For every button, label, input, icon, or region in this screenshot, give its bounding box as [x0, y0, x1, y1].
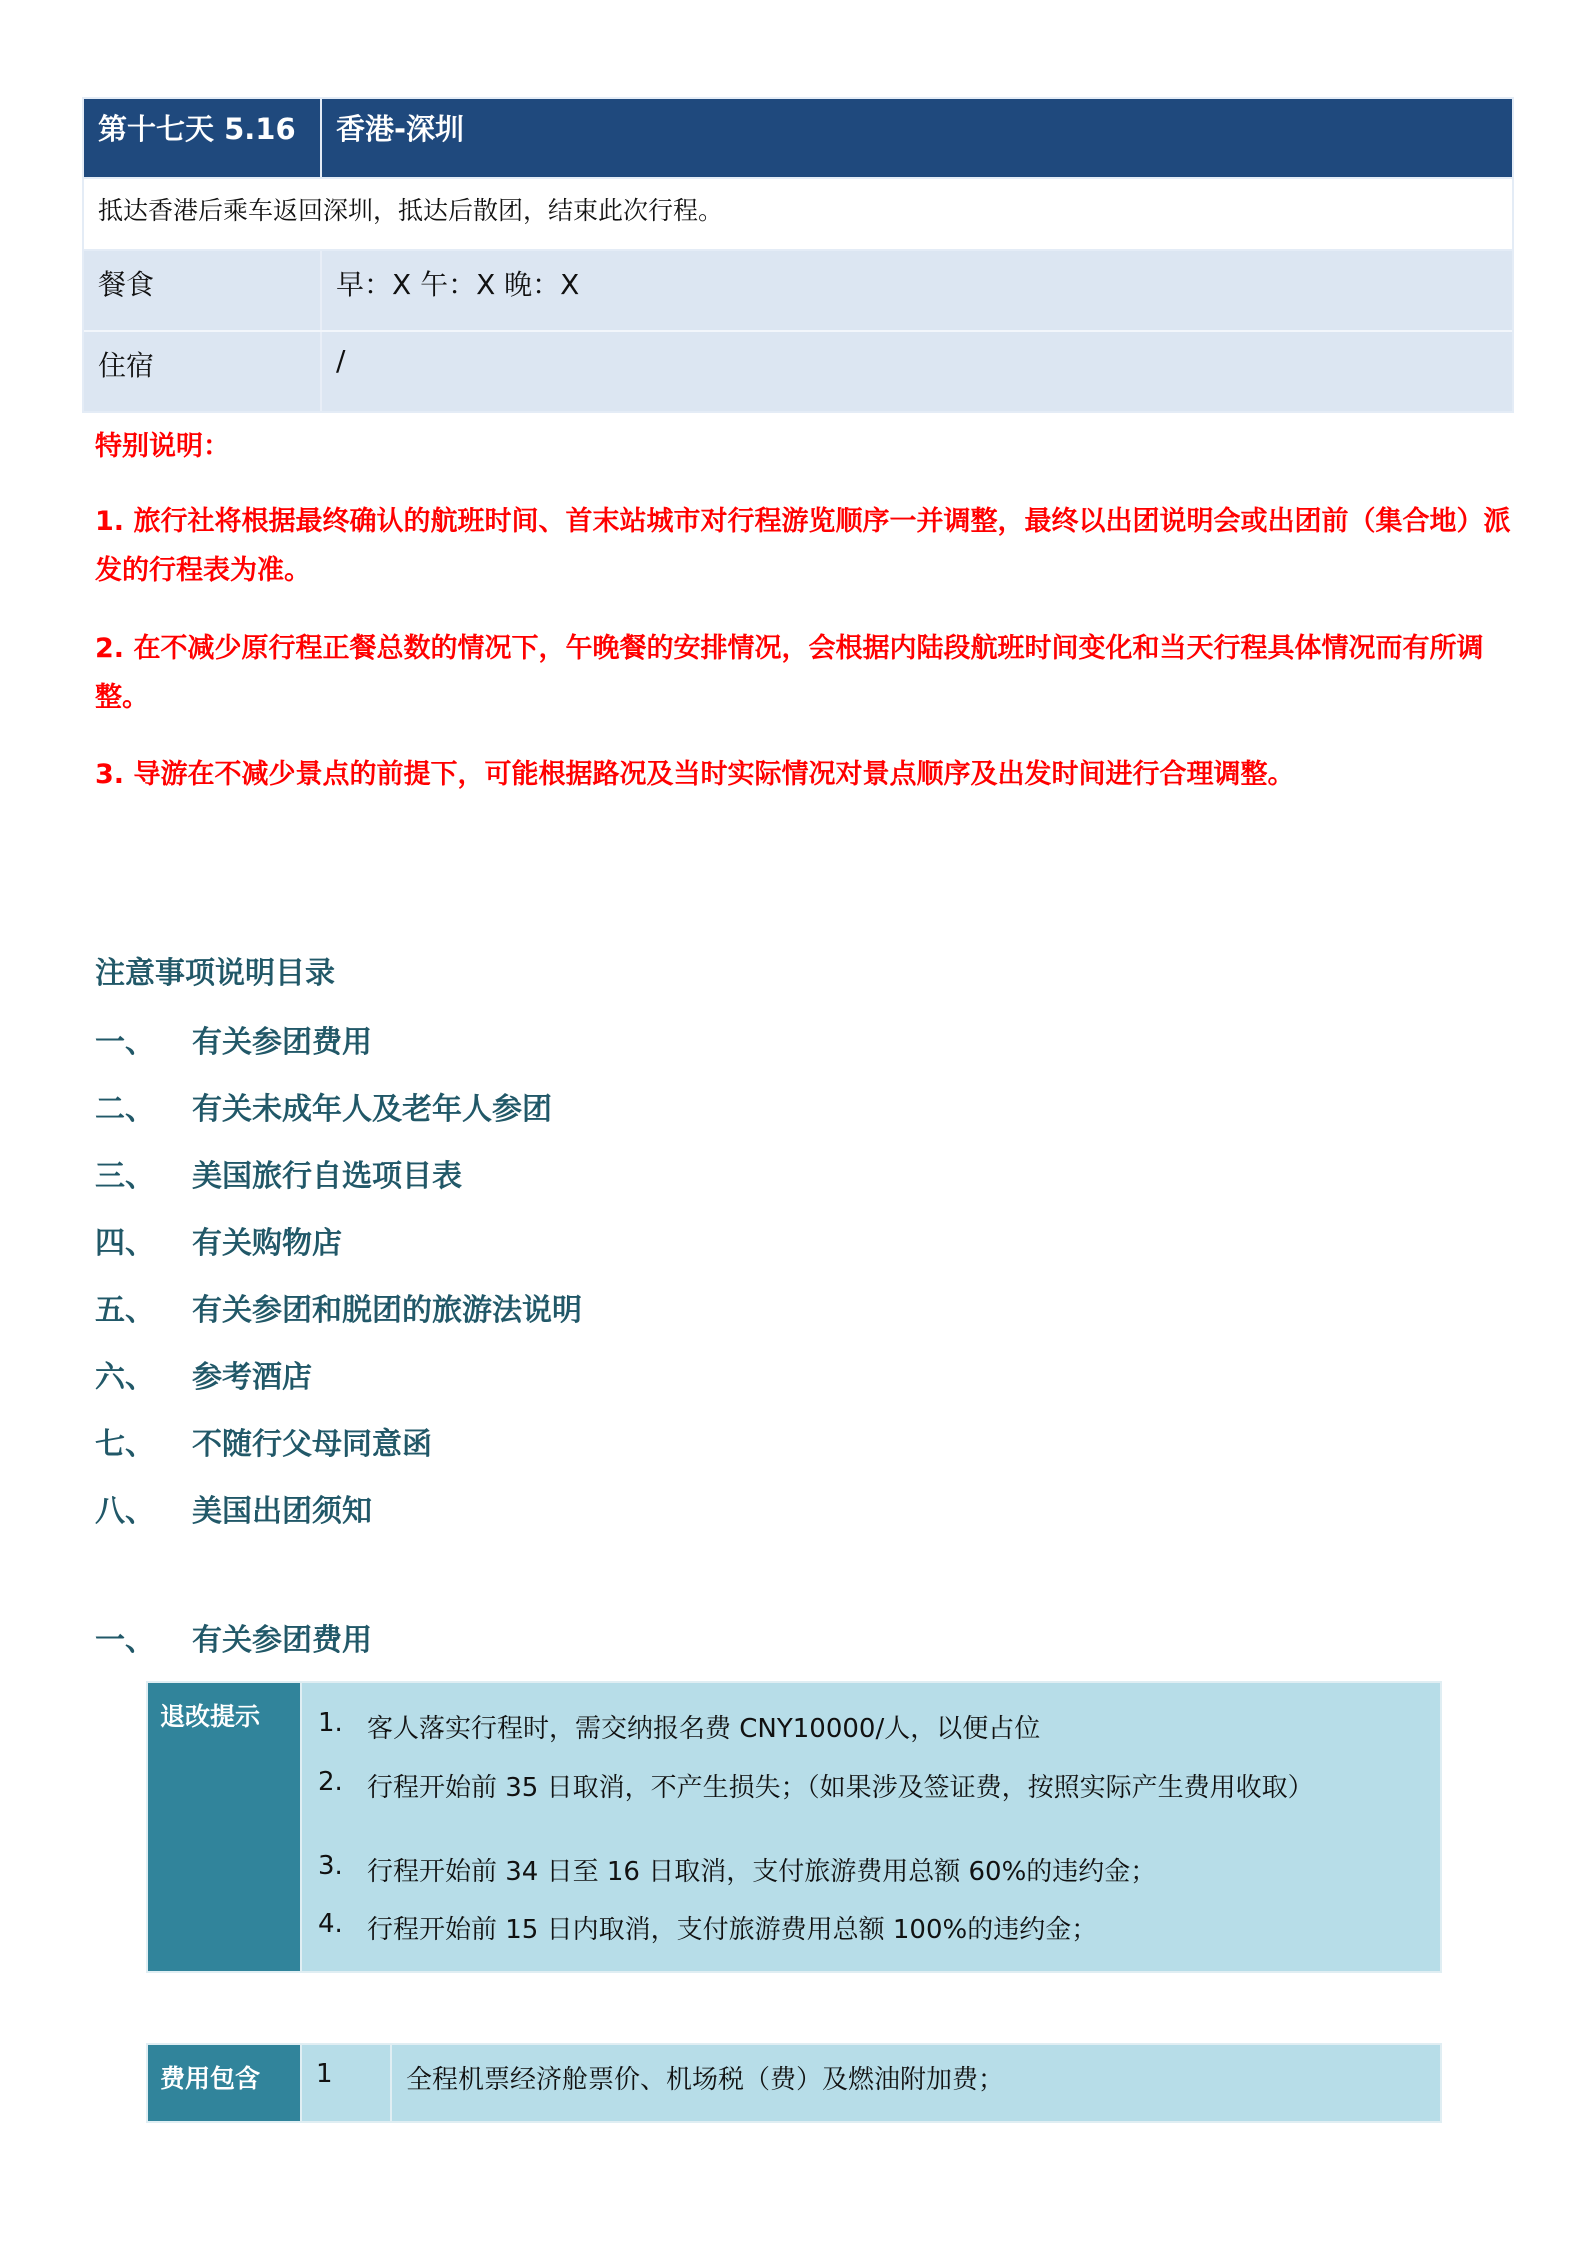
- item-number: 1.: [318, 1708, 343, 1738]
- refund-label: 退改提示: [148, 1683, 302, 1971]
- refund-item: [318, 1851, 1156, 1888]
- item-number: 2.: [318, 1767, 343, 1797]
- item-number: 3.: [318, 1851, 343, 1881]
- meals-value: 早：X 午：X 晚：X: [336, 268, 580, 301]
- special-note-1: 1. 旅行社将根据最终确认的航班时间、首末站城市对行程游览顺序一并调整，最终以出团说明会或出团前（集合地）派发的行程表为准。: [95, 506, 1511, 586]
- meals-row: [84, 251, 1512, 330]
- toc-title: 注意事项说明目录: [95, 956, 335, 991]
- item-number: 4.: [318, 1909, 343, 1939]
- item-text: 行程开始前 34 日至 16 日取消，支付旅游费用总额 60%的违约金；: [367, 1857, 1157, 1887]
- item-text: 行程开始前 35 日取消，不产生损失；（如果涉及签证费，按照实际产生费用收取）: [367, 1773, 1314, 1803]
- toc-item-6[interactable]: [95, 1352, 312, 1396]
- toc-item-number: 三、: [95, 1159, 155, 1194]
- day-date: 第十七天 5.16: [84, 99, 322, 177]
- fees-included-table: [146, 2043, 1442, 2123]
- toc-item-label: 参考酒店: [192, 1360, 312, 1395]
- toc-item-8[interactable]: [95, 1486, 372, 1530]
- day-itinerary-table: [82, 97, 1514, 413]
- refund-policy-table: [146, 1681, 1442, 1973]
- section-title: 有关参团费用: [192, 1623, 372, 1658]
- refund-items: [302, 1683, 1440, 1971]
- section-heading-fees: [95, 1615, 372, 1659]
- included-label: 费用包含: [148, 2045, 302, 2121]
- toc-item-number: 二、: [95, 1092, 155, 1127]
- included-item-number: 1: [302, 2045, 392, 2121]
- day-description: 抵达香港后乘车返回深圳，抵达后散团，结束此次行程。: [84, 179, 1512, 251]
- toc-item-5[interactable]: [95, 1285, 582, 1329]
- special-note-2: 2. 在不减少原行程正餐总数的情况下，午晚餐的安排情况，会根据内陆段航班时间变化和当天行程具体情况而有所调整。: [95, 633, 1484, 713]
- toc-item-number: 四、: [95, 1226, 155, 1261]
- item-text: 客人落实行程时，需交纳报名费 CNY10000/人，以便占位: [367, 1714, 1041, 1744]
- special-notes-title: 特别说明：: [95, 431, 230, 462]
- lodging-label: 住宿: [84, 332, 322, 411]
- special-note-3: 3. 导游在不减少景点的前提下，可能根据路况及当时实际情况对景点顺序及出发时间进行合理调整。: [95, 759, 1295, 790]
- meals-label: 餐食: [84, 251, 322, 330]
- refund-item: [318, 1909, 1097, 1946]
- toc-item-number: 八、: [95, 1494, 155, 1529]
- toc-item-2[interactable]: [95, 1084, 552, 1128]
- toc-item-number: 七、: [95, 1427, 155, 1462]
- toc-item-label: 有关参团和脱团的旅游法说明: [192, 1293, 582, 1328]
- day-route: 香港-深圳: [336, 112, 465, 146]
- toc-item-1[interactable]: [95, 1017, 372, 1061]
- refund-item: [318, 1767, 1314, 1804]
- toc-item-label: 有关未成年人及老年人参团: [192, 1092, 552, 1127]
- lodging-value: /: [336, 344, 346, 377]
- section-number: 一、: [95, 1623, 155, 1658]
- included-item-text: 全程机票经济舱票价、机场税（费）及燃油附加费；: [406, 2065, 1005, 2095]
- toc-item-4[interactable]: [95, 1218, 342, 1262]
- toc-item-label: 有关参团费用: [192, 1025, 372, 1060]
- toc-item-label: 有关购物店: [192, 1226, 342, 1261]
- item-text: 行程开始前 15 日内取消，支付旅游费用总额 100%的违约金；: [367, 1915, 1098, 1945]
- toc-item-3[interactable]: [95, 1151, 462, 1195]
- toc-item-label: 美国旅行自选项目表: [192, 1159, 462, 1194]
- toc-item-number: 五、: [95, 1293, 155, 1328]
- refund-item: [318, 1708, 1040, 1745]
- day-header-row: [84, 99, 1512, 179]
- lodging-row: [84, 330, 1512, 411]
- toc-item-label: 美国出团须知: [192, 1494, 372, 1529]
- toc-item-number: 六、: [95, 1360, 155, 1395]
- toc-item-number: 一、: [95, 1025, 155, 1060]
- toc-item-label: 不随行父母同意函: [192, 1427, 432, 1462]
- toc-item-7[interactable]: [95, 1419, 432, 1463]
